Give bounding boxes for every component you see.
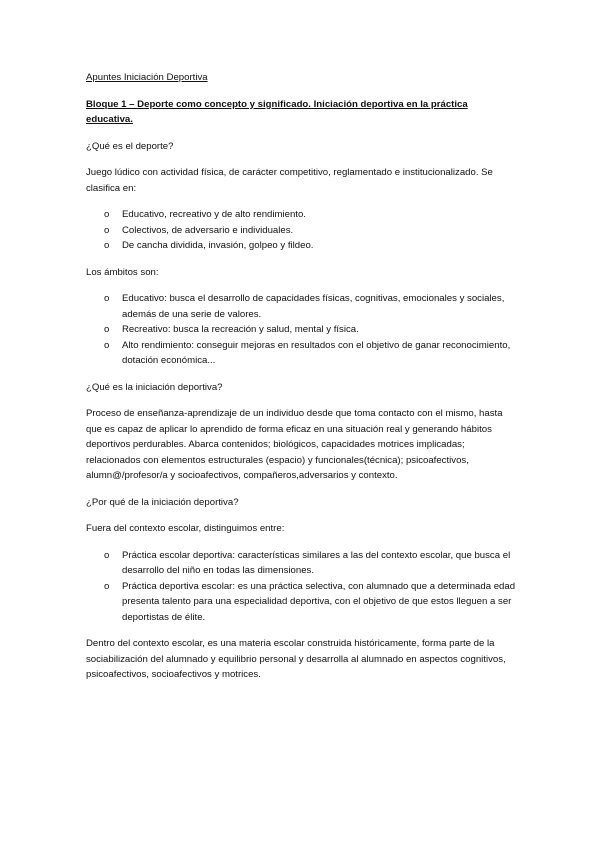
document-title: Apuntes Iniciación Deportiva [86, 72, 208, 83]
bullet-circle-icon: o [104, 549, 110, 561]
list-item: o Práctica escolar deportiva: características similares a las del contexto escolar, que busca el desarrollo del niño en todas las dimensiones. [104, 549, 511, 576]
bullet-circle-icon: o [104, 240, 110, 251]
bullet-circle-icon: o [104, 209, 110, 220]
bloque-heading: Bloque 1 – Deporte como concepto y significado. Iniciación deportiva en la práctica educativa. [86, 98, 468, 125]
list-item: o Alto rendimiento: conseguir mejoras en resultados con el objetivo de ganar reconocimiento, dotación económica... [104, 339, 511, 366]
paragraph-dentro-contexto: Dentro del contexto escolar, es una materia escolar construida históricamente, forma parte de la sociabilización del alumnado y equilibrio personal y desarrolla al alumnado en aspectos cognitivos, psicoafectivos, socioafectivos y motrices. [86, 638, 506, 680]
document-page [86, 70, 516, 694]
classification-list [86, 207, 516, 254]
list-item: o De cancha dividida, invasión, golpeo y fildeo. [86, 238, 516, 254]
practica-list [86, 548, 516, 626]
bullet-circle-icon: o [104, 324, 110, 335]
list-item: o Recreativo: busca la recreación y salud, mental y física. [86, 322, 516, 338]
paragraph-iniciacion: Proceso de enseñanza-aprendizaje de un individuo desde que toma contacto con el mismo, hasta que es capaz de aplicar lo aprendido de forma eficaz en una situación real y generando hábitos deportivos perdurables. Abarca contenidos; biológicos, capacidades motrices implicadas; relacionados con elementos estructurales (espacio) y funcionales(técnica); psicoafectivos, alumn@/profesor/a y socioafectivos, compañeros,adversarios y contexto. [86, 408, 503, 481]
list-item: o Educativo, recreativo y de alto rendimiento. [86, 207, 516, 223]
list-item: o Práctica deportiva escolar: es una práctica selectiva, con alumnado que a determinada edad presenta talento para una especialidad deportiva, con el objetivo de que estos lleguen a ser deportistas de élite. [104, 580, 516, 623]
question-iniciacion: ¿Qué es la iniciación deportiva? [86, 381, 223, 393]
bullet-circle-icon: o [104, 293, 110, 304]
ambitos-list [86, 291, 516, 369]
question-deporte: ¿Qué es el deporte? [86, 140, 174, 152]
paragraph-fuera-contexto: Fuera del contexto escolar, distinguimos entre: [86, 523, 285, 534]
list-item: o Educativo: busca el desarrollo de capacidades físicas, cognitivas, emocionales y sociales, además de una serie de valores. [104, 293, 505, 320]
list-item: o Colectivos, de adversario e individuales. [86, 223, 516, 239]
bullet-circle-icon: o [104, 339, 110, 351]
question-por-que: ¿Por qué de la iniciación deportiva? [86, 496, 239, 508]
paragraph-deporte-definition: Juego lúdico con actividad física, de carácter competitivo, reglamentado e institucionalizado. Se clasifica en: [86, 167, 493, 194]
bullet-circle-icon: o [104, 580, 110, 592]
ambitos-intro: Los ámbitos son: [86, 266, 159, 278]
bullet-circle-icon: o [104, 224, 110, 236]
